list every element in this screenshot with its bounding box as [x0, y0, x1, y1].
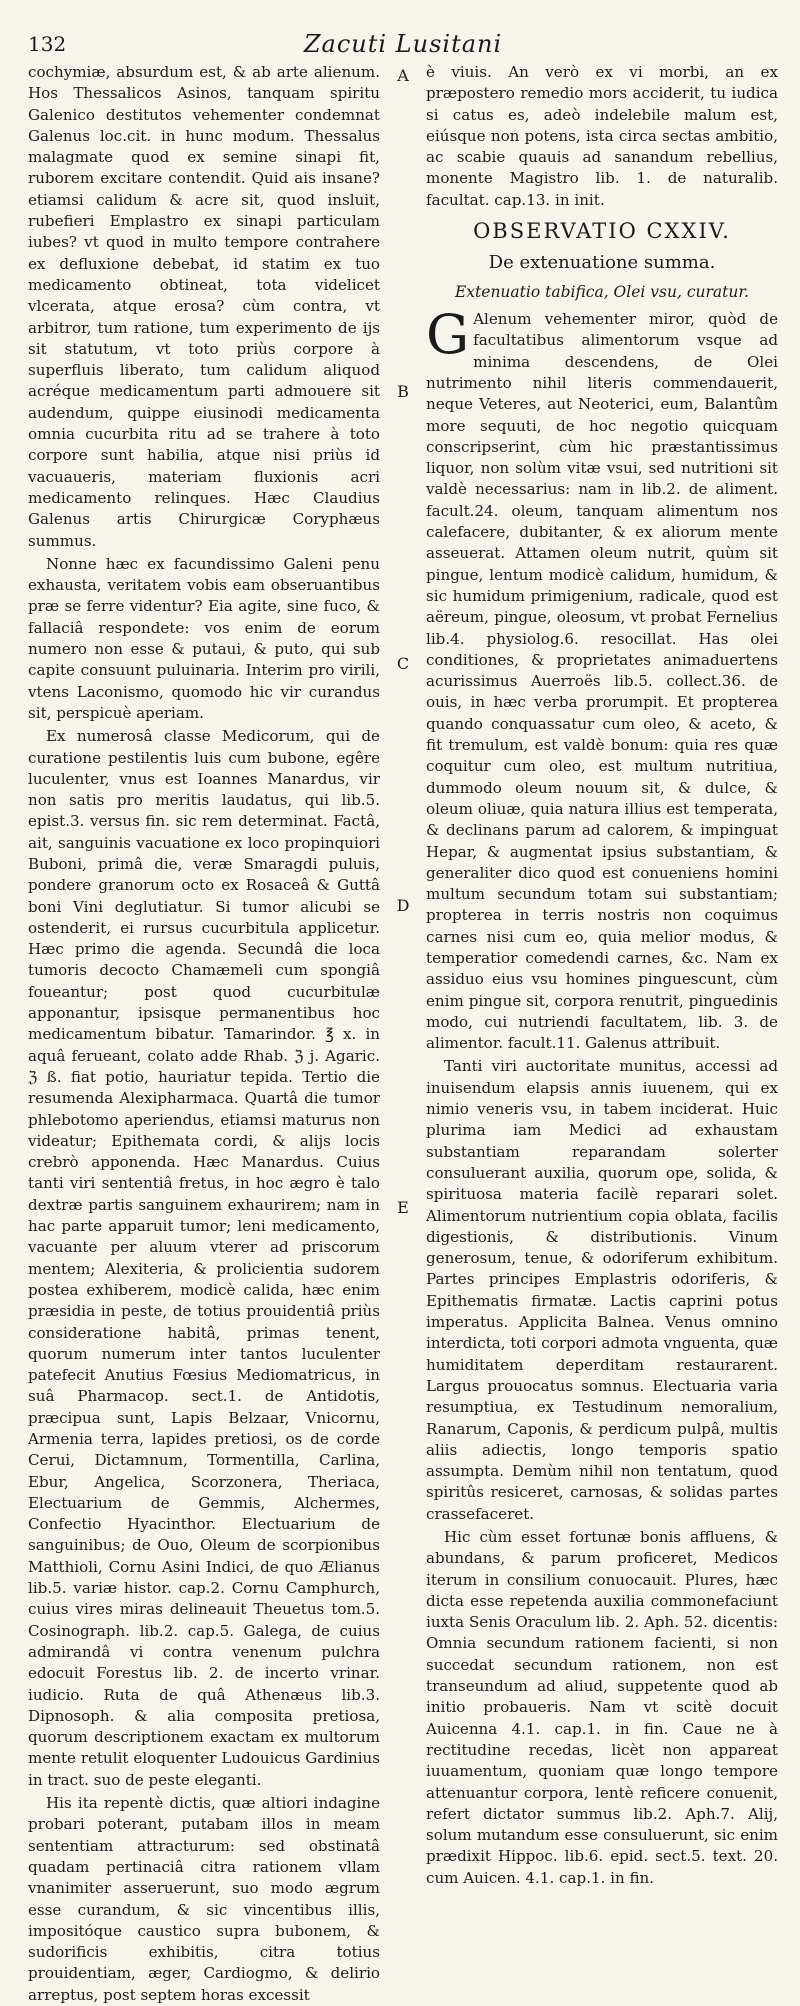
observation-first-paragraph: [426, 303, 778, 1054]
observation-subtitle: De extenuatione summa.: [488, 252, 716, 274]
first-paragraph-text: Alenum vehementer miror, quòd de facultatibus alimentorum vsque ad minima descendens, de Olei nutrimento nihil literis commendauerit, neque Veteres, aut Neoterici, eum, Balantûm more sequuti, de hoc negotio quicquam conscripserint, cùm hic præstantissimus liquor, non solùm vitæ vsui, sed nutritioni sit valdè necessarius: nam in lib.2. de aliment. facult.24. oleum, tanquam alimentum nos calefacere, dubitanter, & ex aliorum mente asseuerat. Attamen oleum nutrit, quùm sit pingue, lentum modicè calidum, humidum, & sic humidum primigenium, radicale, quod est aëreum, pingue, oleosum, vt probat Fernelius lib.4. physiolog.6. resocillat. Has olei conditiones, & proprietates animaduertens acurissimus Auerroës lib.5. collect.36. de ouis, in hæc verba prorumpit. Et propterea quando conquassatur cum oleo, & aceto, & fit tremulum, est valdè bonum: quia res quæ coquitur cum oleo, est multum nutritiua, dummodo oleum nouum sit, & dulce, & oleum oliuæ, quia natura illius est temperata, & declinans parum ad calorem, & impinguat Hepar, & augmentat ipsius substantiam, & generaliter dico quod est conueniens homini multum secundum totam sui substantiam; propterea in terris nostris non coquimus carnes nisi cum eo, quia melior modus, & temperatior comedendi carnes, &c. Nam ex assiduo eius vsu homines pinguescunt, cùm enim pingue sit, corpora renutrit, pinguedinis modo, cui nutriendi facultatem, lib. 3. de alimentor. facult.11. Galenus attribuit.: [426, 310, 778, 1053]
text-columns: [28, 62, 778, 2006]
observation-title: OBSERVATIO CXXIV.: [473, 219, 731, 244]
drop-cap-letter: G: [426, 303, 470, 367]
page-header: [28, 28, 778, 62]
right-intro-paragraph: è viuis. An verò ex vi morbi, an ex præpostero remedio mors acciderit, tu iudica si catus es, adeò indelebile malum est, eiúsque non potens, ista circa sectas ambitio, ac scabie quauis ad sanandum rebellius, monente Magistro lib. 1. de naturalib. facultat. cap.13. in init.: [426, 63, 778, 209]
left-paragraph-4: His ita repentè dictis, quæ altiori indagine probari poterant, putabam illos in meam sententiam attracturum: sed obstinatâ quadam pertinaciâ citra rationem vllam vnanimiter asseruerunt, suo modo ægrum esse curandum, & sic vincentibus illis, impositóque caustico supra bubonem, & sudorificis exhibitis, citra totius prouidentiam, æger, Cardiogmo, & delirio arreptus, post septem horas excessit: [28, 1794, 380, 2004]
left-paragraph-3: Ex numerosâ classe Medicorum, qui de curatione pestilentis luis cum bubone, egêre luculenter, vnus est Ioannes Manardus, vir non satis pro meritis laudatus, qui lib.5. epist.3. versus fin. sic rem determinat. Factâ, ait, sanguinis vacuatione ex loco propinquiori Buboni, primâ die, veræ Smaragdi puluis, pondere granorum octo ex Rosaceâ & Guttâ boni Vini deglutiatur. Si tumor alicubi se ostenderit, ei rursus cucurbitula applicetur. Hæc primo die agenda. Secundâ die loca tumoris decocto Chamæmeli cum spongiâ foueantur; post quod cucurbitulæ apponantur, ipsisque permanentibus hoc medicamentum bibatur. Tamarindor. ℥ x. in aquâ ferueant, colato adde Rhab. ℨ j. Agaric. ℨ ß. fiat potio, hauriatur tepida. Tertio die resumenda Alexipharmaca. Quartâ die tumor phlebotomo aperiendus, etiamsi maturus non videatur; Epithemata cordi, & alijs locis crebrò apponenda. Hæc Manardus. Cuius tanti viri sententiâ fretus, in hoc ægro è talo dextræ partis sanguinem exhaurirem; nam in hac parte apparuit tumor; leni medicamento, vacuante per aluum vterer ad priscorum mentem; Alexiteria, & prolicientia sudorem postea exhiberem, modicè calida, hæc enim præsidia in peste, de totius prouidentiâ priùs consideratione habitâ, primas tenent, quorum numerum inter tantos luculenter patefecit Anutius Fœsius Mediomatricus, in suâ Pharmacop. sect.1. de Antidotis, præcipua sunt, Lapis Belzaar, Vnicornu, Armenia terra, lapides pretiosi, os de corde Cerui, Dictamnum, Tormentilla, Carlina, Ebur, Angelica, Scorzonera, Theriaca, Electuarium de Gemmis, Alchermes, Confectio Hyacinthor. Electuarium de sanguinibus; de Ouo, Oleum de scorpionibus Matthioli, Cornu Asini Indici, de quo Ælianus lib.5. variæ histor. cap.2. Cornu Camphurch, cuius vires miras delineauit Theuetus tom.5. Cosinograph. lib.2. cap.5. Galega, de cuius admirandâ vi contra venenum pulchra edocuit Forestus lib. 2. de incerto vrinar. iudicio. Ruta de quâ Athenæus lib.3. Dipnosoph. & alia composita pretiosa, quorum descriptionem exactam ex multorum mente retulit eloquenter Ludouicus Gardinius in tract. suo de peste eleganti.: [28, 727, 380, 1789]
right-column: [416, 62, 778, 2006]
right-paragraph-3: Hic cùm esset fortunæ bonis affluens, & abundans, & parum proficeret, Medicos iterum in consilium conuocauit. Plures, hæc dicta esse repetenda auxilia commonefaciunt iuxta Senis Oraculum lib. 2. Aph. 52. dicentis: Omnia secundum rationem facienti, si non succedat secundum rationem, non est transeundum ad aliud, suppetente quod ab initio probaueris. Nam vt scitè docuit Auicenna 4.1. cap.1. in fin. Caue ne à rectitudine recedas, licèt non appareat iuuamentum, quoniam quæ longo tempore attenuantur corpora, lentè reficere conuenit, refert dictator summus lib.2. Aph.7. Alij, solum mutandum esse consuluerunt, sic enim prædixit Hippoc. lib.6. epid. sect.5. text. 20. cum Auicen. 4.1. cap.1. in fin.: [426, 1528, 778, 1887]
left-paragraph-2: Nonne hæc ex facundissimo Galeni penu exhausta, veritatem vobis eam obseruantibus præ se ferre videntur? Eia agite, sine fuco, & fallaciâ respondete: vos enim de eorum numero non esse & putaui, & puto, qui sub capite consuunt puluinaria. Interim pro virili, vtens Laconismo, quomodo hic vir curandus sit, perspicuè aperiam.: [28, 554, 380, 722]
margin-letter-a: A: [397, 66, 409, 85]
left-paragraph-1: cochymiæ, absurdum est, & ab arte alienum. Hos Thessalicos Asinos, tanquam spiritu Galenico destitutos vehementer condemnat Galenus loc.cit. in hunc modum. Thessalus malagmate quod ex semine sinapi fit, ruborem excitare contendit. Quid ais insane? etiamsi calidum & acre sit, quod insluit, rubefieri Emplastro ex sinapi particulam iubes? vt quod in multo tempore contrahere ex defluxione debebat, id statim ex tuo medicamento obtineat, tota videlicet vlcerata, atque erosa? cùm contra, vt arbitror, tum ratione, tum experimento de ijs sit statutum, vt toto priùs corpore à superfluis liberato, tum calidum aliquod acréque medicamentum parti admouere sit audendum, quippe eiusinodi medicamenta omnia cucurbita ritu ad se trahere à toto corpore sunt habilia, atque nisi priùs id vacuaueris, materiam fluxionis acri medicamento relinques. Hæc Claudius Galenus artis Chirurgicæ Coryphæus summus.: [28, 63, 380, 550]
margin-letters: [393, 62, 413, 2006]
page-number: 132: [28, 32, 67, 56]
left-column: [28, 62, 386, 2006]
observation-tagline: Extenuatio tabifica, Olei vsu, curatur.: [454, 283, 749, 302]
running-title: Zacuti Lusitani: [303, 30, 503, 58]
margin-letter-d: D: [396, 896, 410, 915]
margin-letter-c: C: [396, 654, 410, 673]
right-paragraph-2: Tanti viri auctoritate munitus, accessi ad inuisendum elapsis annis iuuenem, qui ex nimio veneris vsu, in tabem inciderat. Huic plurima iam Medici ad exhaustam substantiam reparandam solerter consuluerant auxilia, quorum ope, solida, & spirituosa materia facilè reparari solet. Alimentorum nutrientium copia oblata, facilis digestionis, & distributionis. Vinum generosum, tenue, & odoriferum exhibitum. Partes principes Emplastris odoriferis, & Epithematis firmatæ. Lactis caprini potus imperatus. Applicita Balnea. Venus omnino interdicta, toti corpori admota vnguenta, quæ humiditatem deperditam restaurarent. Largus prouocatus somnus. Electuaria varia resumptiua, ex Testudinum nemoralium, Ranarum, Caponis, & perdicum pulpâ, multis aliis adiectis, longo temporis spatio assumpta. Demùm nihil non tentatum, quod spiritûs resiceret, carnosas, & solidas partes crassefaceret.: [426, 1057, 778, 1523]
margin-letter-e: E: [397, 1198, 409, 1217]
margin-letter-b: B: [397, 382, 409, 401]
